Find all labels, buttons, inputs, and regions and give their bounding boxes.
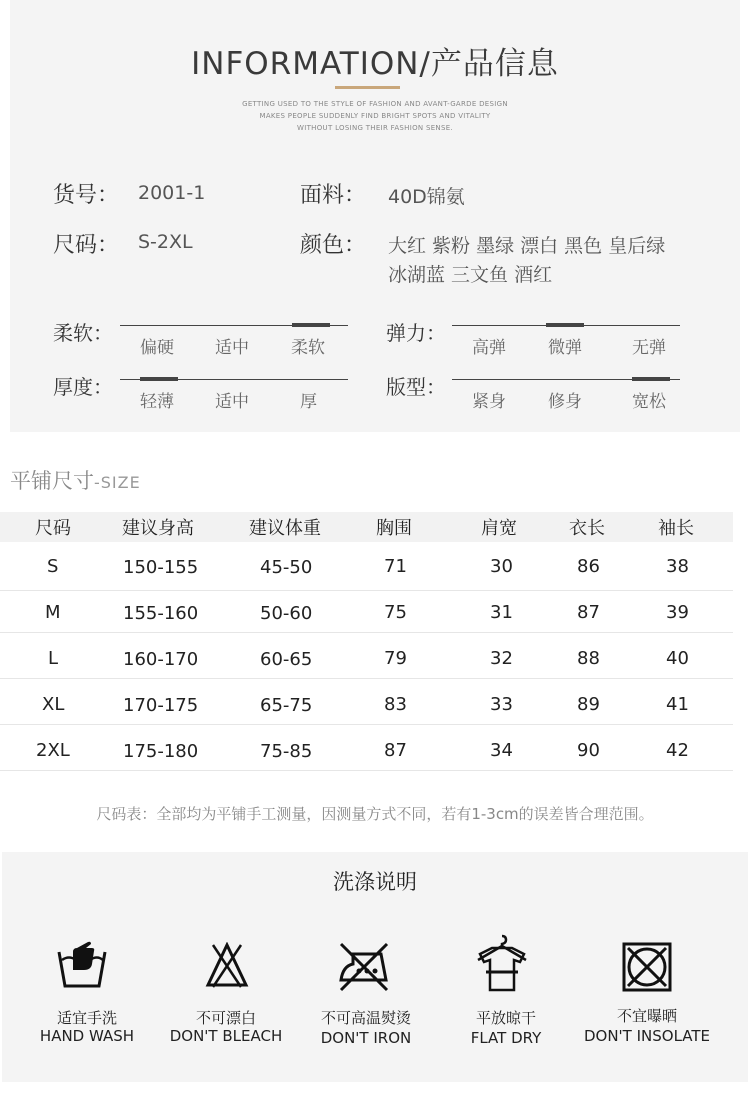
table-cell: 42	[666, 740, 689, 761]
table-cell: 75-85	[260, 741, 313, 762]
table-cell: 60-65	[260, 649, 313, 670]
flat-dry-label-en: FLAT DRY	[470, 1029, 542, 1047]
title-underline	[335, 86, 400, 89]
table-cell: 41	[666, 694, 689, 715]
elasticity-option-2: 微弹	[548, 338, 582, 358]
fit-option-2: 修身	[548, 392, 582, 412]
table-cell: 50-60	[260, 603, 313, 624]
color-values-line-1: 大红 紫粉 墨绿 漂白 黑色 皇后绿	[388, 235, 666, 257]
table-cell: 160-170	[123, 649, 199, 670]
table-cell: S	[47, 556, 59, 577]
elasticity-label: 弹力：	[386, 321, 446, 345]
fit-label: 版型：	[386, 375, 446, 399]
table-cell: 75	[384, 602, 407, 623]
softness-option-3: 柔软	[291, 338, 325, 358]
table-cell: 38	[666, 556, 689, 577]
wash-title: 洗涤说明	[333, 870, 417, 894]
table-cell: 87	[384, 740, 407, 761]
softness-option-2: 适中	[215, 338, 249, 358]
fabric-value: 40D锦氨	[388, 186, 465, 208]
no-sun-dry-label-en: DON'T INSOLATE	[583, 1027, 711, 1045]
table-cell: L	[48, 648, 59, 669]
table-cell: 30	[490, 556, 513, 577]
table-cell: 31	[490, 602, 513, 623]
table-cell: 79	[384, 648, 407, 669]
size-chart-title-cn: 平铺尺寸	[10, 469, 94, 493]
table-cell: 33	[490, 694, 513, 715]
subtitle-line-1: GETTING USED TO THE STYLE OF FASHION AND AVANT-GARDE DESIGN	[242, 100, 508, 108]
table-cell: 170-175	[123, 695, 199, 716]
table-cell: M	[45, 602, 61, 623]
table-cell: 89	[577, 694, 600, 715]
flat-dry-icon	[472, 932, 532, 994]
size-label: 尺码：	[53, 233, 120, 258]
info-title: INFORMATION/产品信息	[191, 46, 559, 82]
softness-label: 柔软：	[53, 321, 113, 345]
table-cell: 34	[490, 740, 513, 761]
col-header-size: 尺码	[35, 518, 71, 539]
no-sun-dry-label-cn: 不宜曝晒	[616, 1007, 677, 1025]
col-header-sleeve: 袖长	[658, 518, 694, 539]
table-cell: XL	[42, 694, 65, 715]
table-cell: 2XL	[36, 740, 70, 761]
size-chart-title-en: -SIZE	[94, 473, 141, 492]
hand-wash-label-cn: 适宜手洗	[56, 1009, 117, 1027]
table-cell: 88	[577, 648, 600, 669]
table-cell: 39	[666, 602, 689, 623]
table-cell: 90	[577, 740, 600, 761]
fit-option-3: 宽松	[632, 392, 666, 412]
table-cell: 150-155	[123, 557, 199, 578]
subtitle-line-2: MAKES PEOPLE SUDDENLY FIND BRIGHT SPOTS AND VITALITY	[259, 112, 491, 120]
fabric-label: 面料：	[300, 183, 367, 208]
row-divider	[0, 770, 733, 771]
thickness-selected-mark	[140, 377, 178, 381]
color-label: 颜色：	[300, 233, 367, 258]
item-no-value: 2001-1	[138, 182, 206, 204]
hand-wash-label-en: HAND WASH	[39, 1027, 135, 1045]
table-cell: 83	[384, 694, 407, 715]
row-divider	[0, 678, 733, 679]
row-divider	[0, 590, 733, 591]
no-iron-icon	[337, 940, 391, 992]
thickness-option-2: 适中	[215, 392, 249, 412]
no-sun-dry-icon	[620, 940, 674, 994]
size-chart-title	[10, 465, 141, 495]
table-cell: 32	[490, 648, 513, 669]
table-cell: 87	[577, 602, 600, 623]
table-cell: 86	[577, 556, 600, 577]
table-cell: 155-160	[123, 603, 199, 624]
elasticity-option-3: 无弹	[632, 338, 666, 358]
item-no-label: 货号：	[53, 183, 120, 208]
table-cell: 45-50	[260, 557, 313, 578]
hand-wash-icon	[56, 938, 108, 990]
row-divider	[0, 632, 733, 633]
thickness-option-3: 厚	[300, 392, 317, 412]
subtitle-line-3: WITHOUT LOSING THEIR FASHION SENSE.	[297, 124, 453, 132]
flat-dry-label-cn: 平放晾干	[475, 1009, 536, 1027]
col-header-shoulder: 肩宽	[481, 518, 517, 539]
no-bleach-label-cn: 不可漂白	[195, 1009, 256, 1027]
thickness-option-1: 轻薄	[140, 392, 174, 412]
table-cell: 40	[666, 648, 689, 669]
fit-option-1: 紧身	[472, 392, 506, 412]
col-header-length: 衣长	[569, 518, 605, 539]
row-divider	[0, 724, 733, 725]
elasticity-option-1: 高弹	[472, 338, 506, 358]
table-cell: 65-75	[260, 695, 313, 716]
no-iron-label-en: DON'T IRON	[320, 1029, 412, 1047]
color-values-line-2: 冰湖蓝 三文鱼 酒红	[388, 264, 553, 286]
thickness-label: 厚度：	[53, 375, 113, 399]
softness-option-1: 偏硬	[140, 338, 174, 358]
table-cell: 175-180	[123, 741, 199, 762]
no-bleach-icon	[205, 942, 249, 988]
col-header-chest: 胸围	[376, 518, 412, 539]
size-value: S-2XL	[138, 231, 193, 253]
table-cell: 71	[384, 556, 407, 577]
softness-selected-mark	[292, 323, 330, 327]
fit-selected-mark	[632, 377, 670, 381]
no-bleach-label-en: DON'T BLEACH	[169, 1027, 283, 1045]
elasticity-selected-mark	[546, 323, 584, 327]
size-chart-note: 尺码表：全部均为平铺手工测量，因测量方式不同，若有1-3cm的误差皆合理范围。	[96, 805, 654, 823]
col-header-height: 建议身高	[122, 518, 194, 539]
size-table-header-bg	[0, 512, 733, 542]
no-iron-label-cn: 不可高温熨烫	[320, 1009, 411, 1027]
col-header-weight: 建议体重	[249, 518, 321, 539]
